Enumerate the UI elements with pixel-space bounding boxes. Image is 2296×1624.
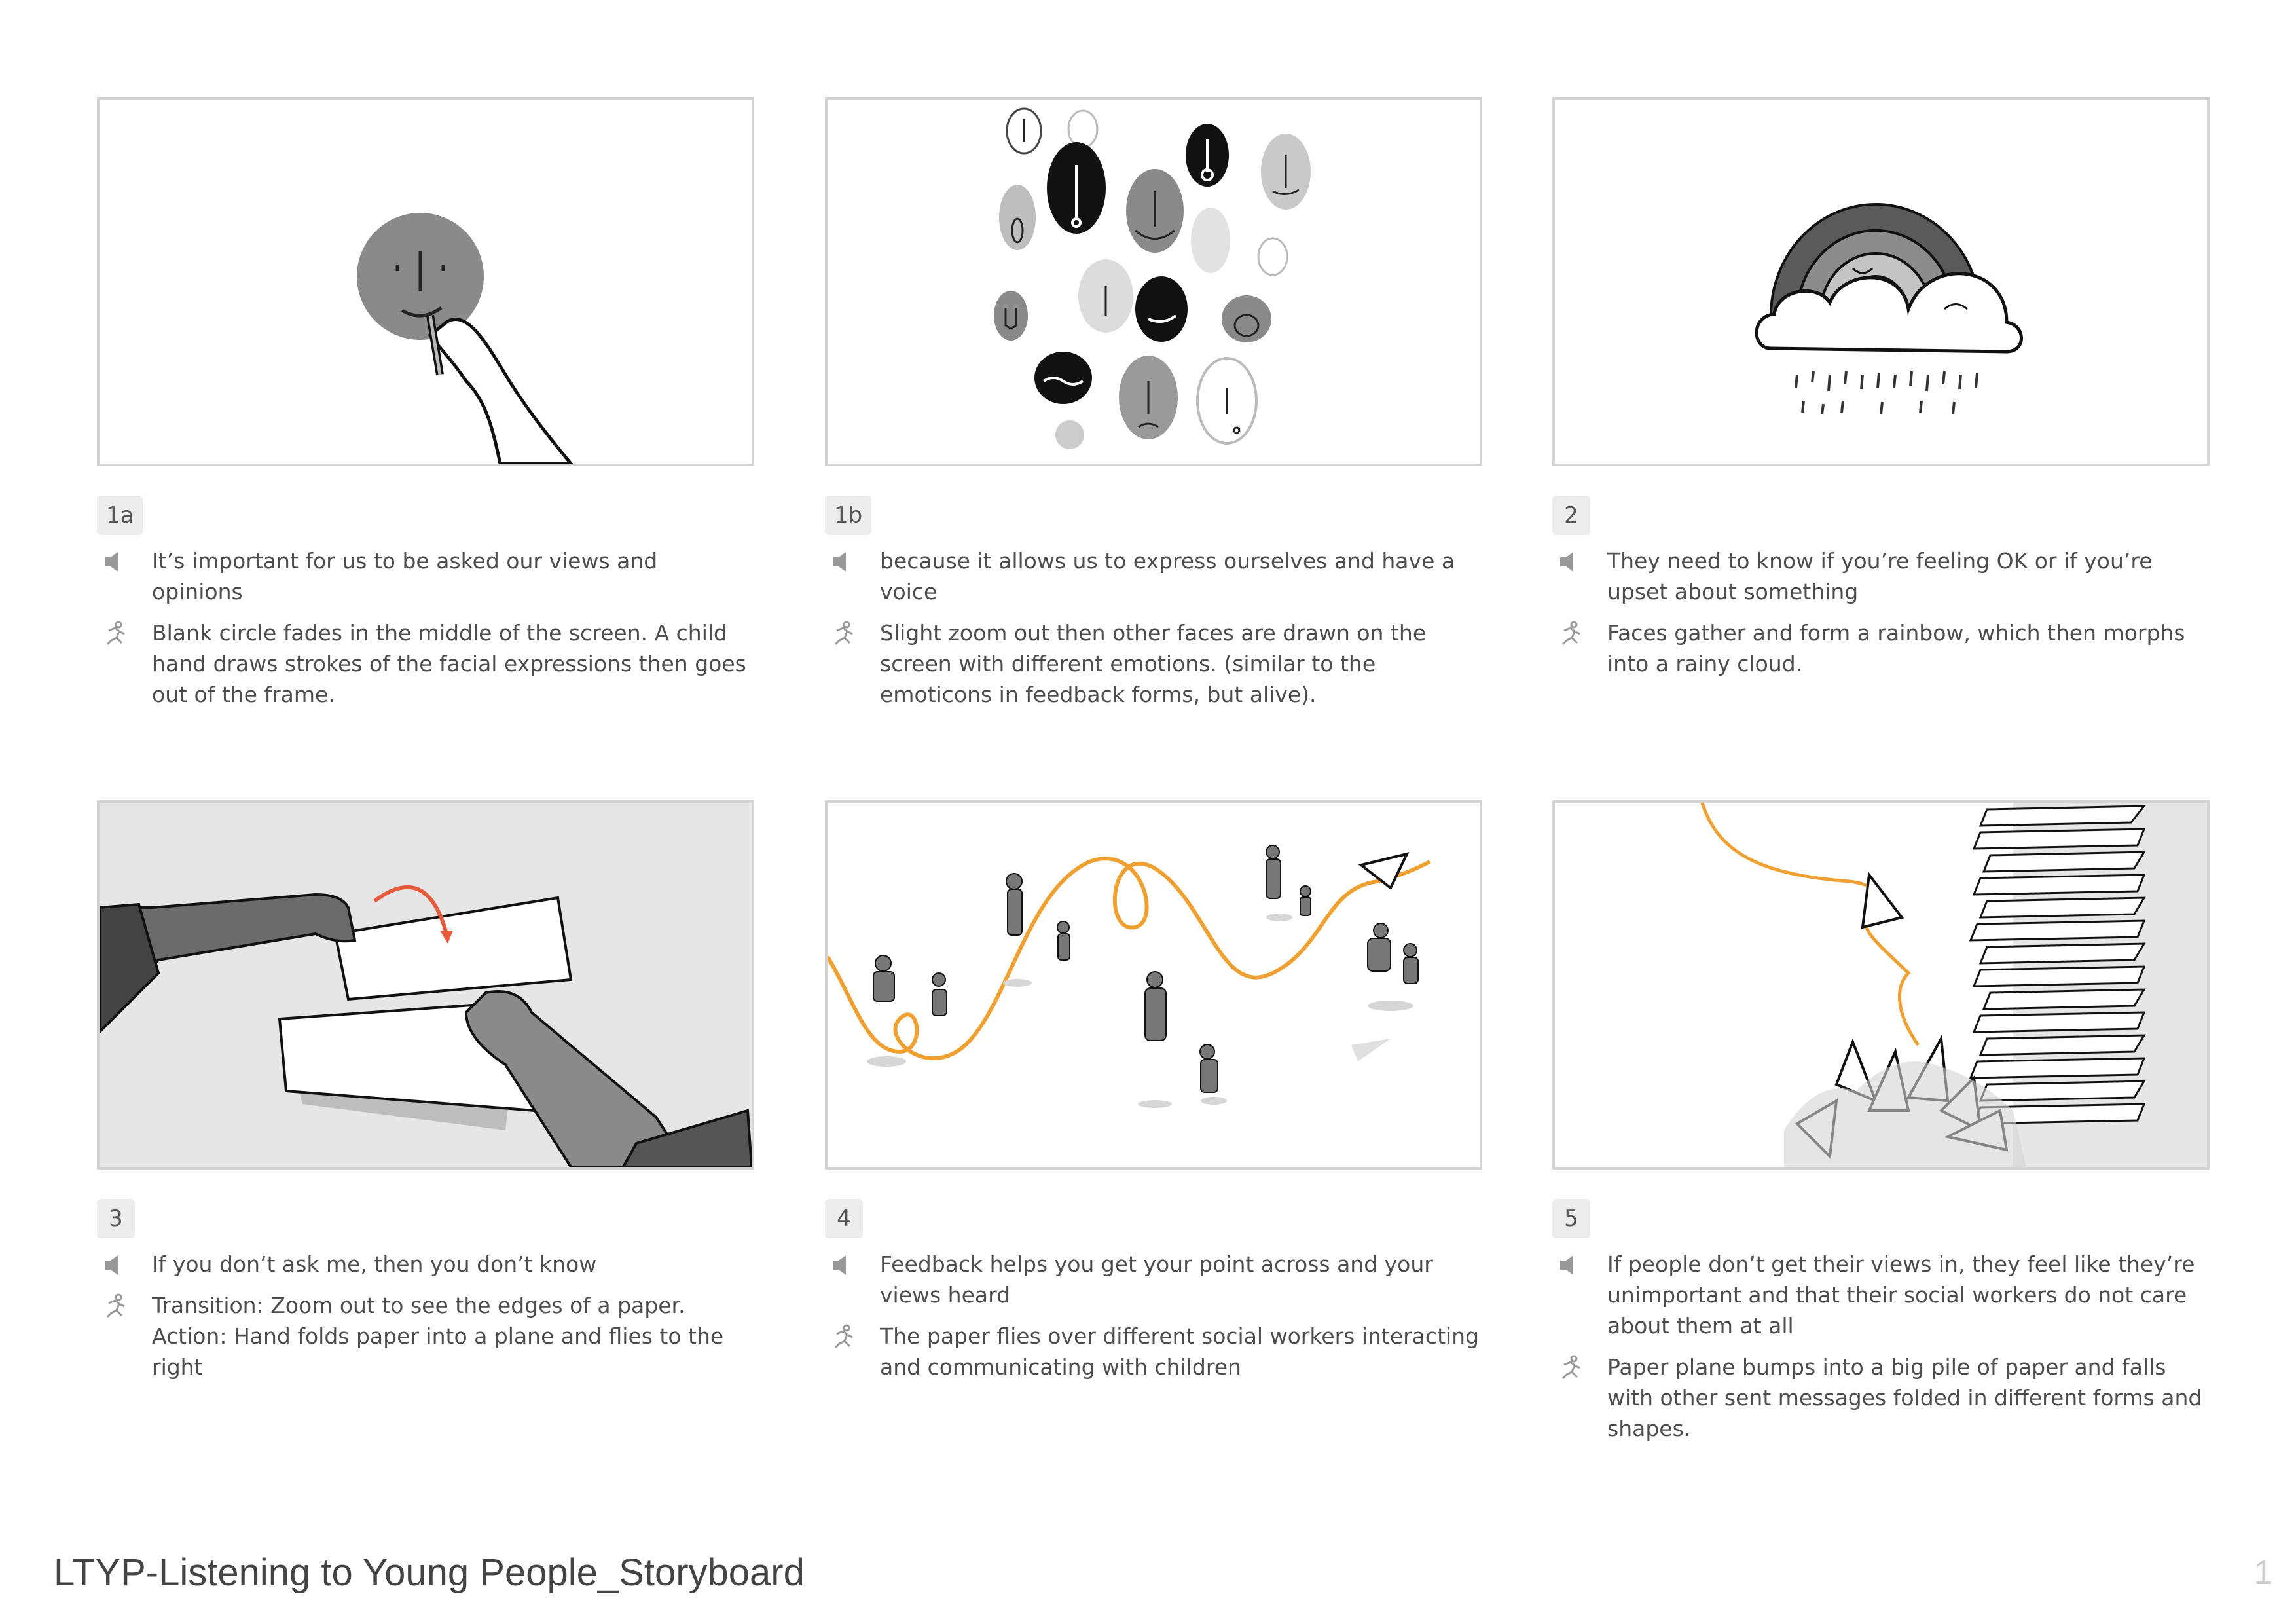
audio-row (97, 545, 752, 607)
document-title: LTYP-Listening to Young People_Storyboard (54, 1551, 805, 1594)
running-figure-icon (1558, 1355, 1584, 1381)
running-figure-icon (830, 621, 856, 647)
speaker-icon (830, 1252, 856, 1278)
panel-illustration-4 (825, 800, 1482, 1170)
flying-paper-over-social-workers-drawing (828, 803, 1480, 1167)
panel-illustration-2 (1552, 97, 2210, 466)
action-text: The paper flies over different social workers interacting and communicating with children (880, 1323, 1480, 1380)
action-text: Faces gather and form a rainbow, which then morphs into a rainy cloud. (1607, 620, 2185, 676)
audio-row (825, 545, 1480, 607)
blank-face-drawing (100, 100, 752, 464)
action-row (97, 618, 752, 710)
speaker-icon (830, 549, 856, 575)
storyboard-panel-1b (825, 97, 1480, 710)
panel-illustration-1b (825, 97, 1482, 466)
action-text: Paper plane bumps into a big pile of paper and falls with other sent messages folded in different forms and shapes. (1607, 1354, 2202, 1441)
running-figure-icon (1558, 621, 1584, 647)
hands-folding-paper-drawing (100, 803, 752, 1167)
paper-pile-drawing (1555, 803, 2207, 1167)
running-figure-icon (102, 621, 128, 647)
audio-row (1552, 545, 2207, 607)
emotion-faces-drawing (828, 100, 1480, 464)
shot-number: 1b (825, 496, 871, 535)
panel-illustration-3 (97, 800, 754, 1170)
page-number: 1 (2253, 1554, 2273, 1592)
running-figure-icon (102, 1293, 128, 1320)
storyboard-panel-5 (1552, 800, 2207, 1444)
speaker-icon (1558, 1252, 1584, 1278)
speaker-icon (102, 549, 128, 575)
audio-row (825, 1249, 1480, 1310)
storyboard-panel-3 (97, 800, 752, 1382)
shot-number: 3 (97, 1199, 135, 1238)
speaker-icon (1558, 549, 1584, 575)
storyboard-panel-4 (825, 800, 1480, 1382)
audio-text: If you don’t ask me, then you don’t know (152, 1251, 597, 1277)
shot-number: 1a (97, 496, 143, 535)
shot-number: 4 (825, 1199, 863, 1238)
audio-text: It’s important for us to be asked our views and opinions (152, 548, 658, 604)
audio-text: They need to know if you’re feeling OK or if you’re upset about something (1607, 548, 2153, 604)
audio-text: If people don’t get their views in, they feel like they’re unimportant and that their social workers do not care about them at all (1607, 1251, 2195, 1338)
audio-text: Feedback helps you get your point across and your views heard (880, 1251, 1433, 1308)
shot-number: 2 (1552, 496, 1590, 535)
audio-text: because it allows us to express ourselves and have a voice (880, 548, 1455, 604)
storyboard-panel-2 (1552, 97, 2207, 679)
action-row (1552, 1352, 2207, 1444)
storyboard-panel-1a (97, 97, 752, 710)
action-text: Transition: Zoom out to see the edges of a paper. Action: Hand folds paper into a plane and flies to the right (152, 1293, 724, 1380)
action-row (825, 1321, 1480, 1382)
panel-illustration-1a (97, 97, 754, 466)
speaker-icon (102, 1252, 128, 1278)
running-figure-icon (830, 1324, 856, 1350)
rainbow-cloud-drawing (1555, 100, 2207, 464)
shot-number: 5 (1552, 1199, 1590, 1238)
action-row (825, 618, 1480, 710)
audio-row (97, 1249, 752, 1280)
action-text: Blank circle fades in the middle of the screen. A child hand draws strokes of the facial expressions then goes out of the frame. (152, 620, 746, 707)
action-row (97, 1290, 752, 1382)
panel-illustration-5 (1552, 800, 2210, 1170)
action-row (1552, 618, 2207, 679)
action-text: Slight zoom out then other faces are drawn on the screen with different emotions. (similar to the emoticons in feedback forms, but alive). (880, 620, 1427, 707)
audio-row (1552, 1249, 2207, 1341)
